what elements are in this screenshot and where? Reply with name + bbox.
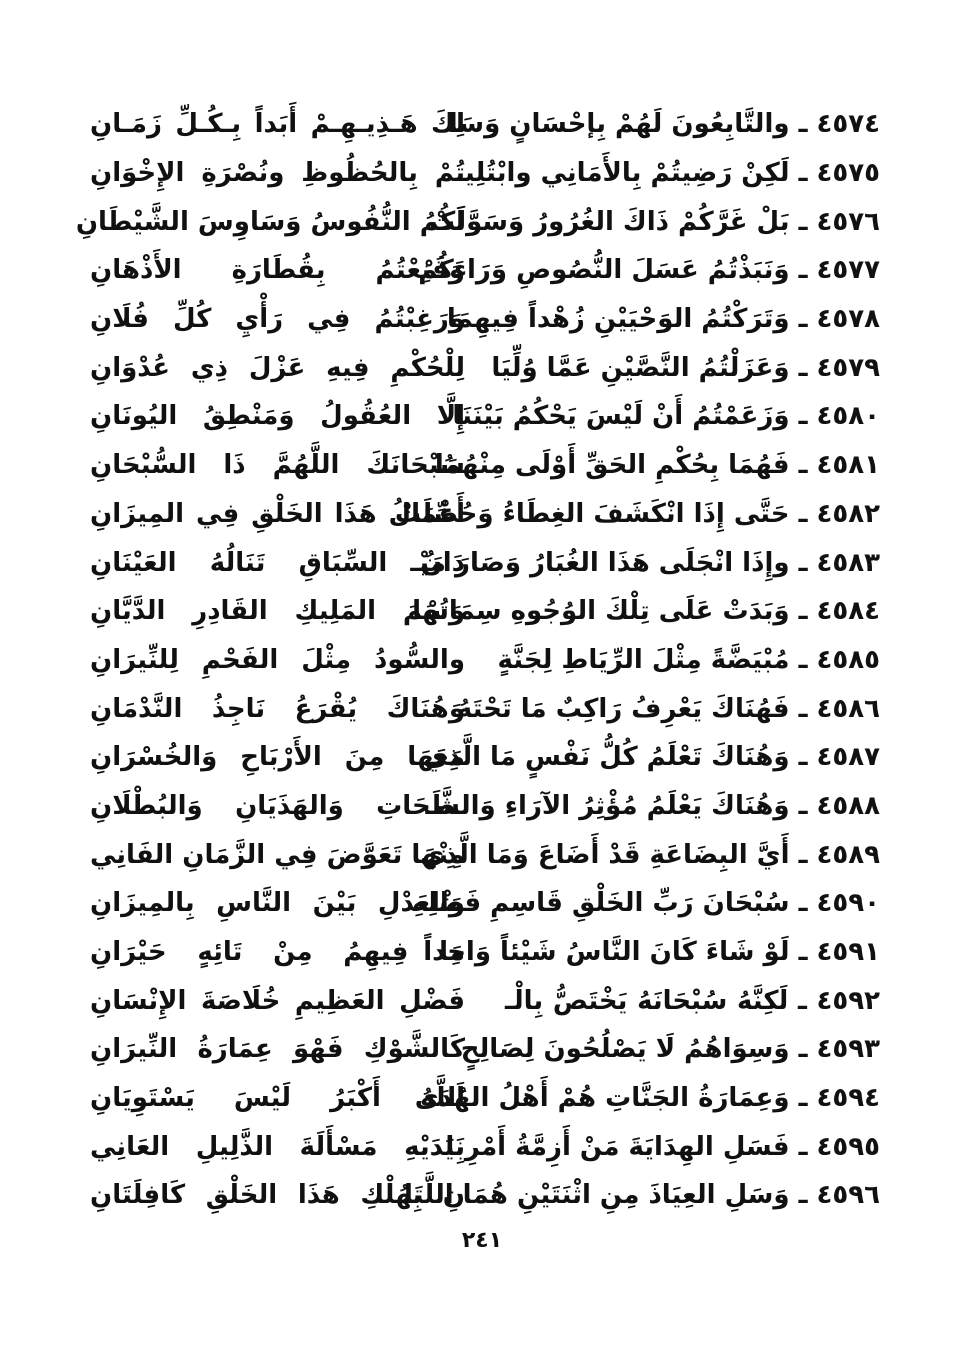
verse-row bbox=[90, 246, 880, 295]
verse-second-hemistich: وَسْمَ المَلِيكِ القَادِرِ الدَّيَّانِ bbox=[90, 596, 465, 627]
verse-first-hemistich: ٤٥٧٥ ـ لَكِنْ رَضِيتُمْ بِالأَمَانِي وابْتُلِيـ bbox=[456, 158, 880, 189]
poem-verses bbox=[75, 100, 880, 1220]
verse-second-hemistich: وَالعَدْلِ بَيْنَ النَّاسِ بِالمِيزَانِ bbox=[90, 888, 465, 919]
verse-row bbox=[90, 1171, 880, 1220]
verse-row bbox=[90, 879, 880, 928]
verse-row bbox=[90, 490, 880, 539]
verse-second-hemistich: فَضْلِ العَظِيمِ خُلَاصَةَ الإِنْسَانِ bbox=[90, 985, 465, 1016]
verse-second-hemistich: والسُّودُ مِثْلَ الفَحْمِ لِلنِّيرَانِ bbox=[90, 644, 465, 675]
verse-second-hemistich: لِلْحُكْمِ فِيهِ عَزْلَ ذِي عُدْوَانِ bbox=[90, 352, 465, 383]
verse-first-hemistich: ٤٥٧٦ ـ بَلْ غَرَّكُمْ ذَاكَ الغُرُورُ وَسَوَّلَتْ bbox=[428, 206, 880, 237]
verse-row bbox=[90, 684, 880, 733]
verse-row bbox=[90, 1122, 880, 1171]
verse-first-hemistich: ٤٥٨٦ ـ فَهُنَاكَ يَعْرِفُ رَاكِبٌ مَا تَحْتَهُ bbox=[456, 693, 880, 724]
verse-row bbox=[75, 197, 880, 246]
verse-second-hemistich: أَعْمَالُ هَذَا الخَلْقِ فِي المِيزَانِ bbox=[90, 498, 465, 529]
verse-row bbox=[90, 636, 880, 685]
verse-first-hemistich: ٤٥٨٥ ـ مُبْيَضَّةً مِثْلَ الرِّيَاطِ لِجَنَّةٍ bbox=[497, 644, 880, 675]
verse-row bbox=[90, 295, 880, 344]
verse-first-hemistich: ٤٥٨٨ ـ وَهُنَاكَ يَعْلَمُ مُؤْثِرُ الآرَاءِ وَالشَّـ bbox=[425, 790, 880, 821]
verse-second-hemistich: نِ بِهُلْكِ هَذَا الخَلْقِ كَافِلَتَانِ bbox=[90, 1180, 465, 1211]
verse-second-hemistich: تُمْ بِالحُظُوظِ ونُصْرَةِ الإِخْوَانِ bbox=[90, 158, 465, 189]
verse-second-hemistich: وَرَغِبْتُمُ فِي رَأْيِ كُلِّ فُلَانِ bbox=[90, 304, 465, 335]
verse-first-hemistich: ٤٥٧٩ ـ وَعَزَلْتُمُ النَّصَّيْنِ عَمَّا وُلِّيَا bbox=[491, 352, 880, 383]
verse-row bbox=[90, 1025, 880, 1074]
verse-first-hemistich: ٤٥٩٢ ـ لَكِنَّهُ سُبْحَانَهُ يَخْتَصُّ بِالْـ bbox=[505, 985, 880, 1016]
verse-first-hemistich: ٤٥٧٨ ـ وَتَرَكْتُمُ الوَحْيَيْنِ زُهْداً فِيهِمَا bbox=[446, 304, 880, 335]
verse-second-hemistich: دَانُ السِّبَاقِ تَنَالُهُ العَيْنَانِ bbox=[90, 547, 465, 578]
verse-second-hemistich: وَقَنِعْتُمُ بِقُطَارَةِ الأَذْهَانِ bbox=[90, 255, 465, 286]
verse-second-hemistich: لَكُمُ النُّفُوسُ وَسَاوِسَ الشَّيْطَانِ bbox=[75, 206, 465, 237]
verse-second-hemistich: لِكَ هَـذِيـهِـمْ أَبَداً بِـكُـلِّ زَمَـانِ bbox=[90, 109, 465, 140]
verse-row bbox=[90, 392, 880, 441]
verse-first-hemistich: ٤٥٧٤ ـ والتَّابِعُونَ لَهُمْ بِإحْسَانٍ وَسَا bbox=[448, 109, 880, 140]
verse-first-hemistich: ٤٥٨١ ـ فَهُمَا بِحُكْمِ الحَقِّ أَوْلَى مِنْهُمَا bbox=[434, 450, 880, 481]
verse-row bbox=[90, 149, 880, 198]
verse-first-hemistich: ٤٥٨٣ ـ وإِذَا انْجَلَى هَذَا الغُبَارُ وَصَارَ مَيْـ bbox=[410, 547, 880, 578]
verse-second-hemistich: وَهُنَاكَ يُقْرَعُ نَاجِذُ النَّدْمَانِ bbox=[90, 693, 465, 724]
verse-second-hemistich: مَعَهَا مِنَ الأَرْبَاحِ وَالخُسْرَانِ bbox=[90, 742, 465, 773]
verse-second-hemistich: بِيَدَيْهِ مَسْأَلَةَ الذَّلِيلِ العَانِي bbox=[90, 1131, 465, 1162]
verse-row bbox=[90, 830, 880, 879]
verse-second-hemistich: كَالشَّوْكِ فَهْوَ عِمَارَةُ النِّيرَانِ bbox=[90, 1034, 465, 1065]
verse-first-hemistich: ٤٥٩٦ ـ وَسَلِ العِيَاذَ مِنِ اثْنَتَيْنِ هُمَا اللَّتَا bbox=[403, 1180, 880, 1211]
verse-first-hemistich: ٤٥٨٢ ـ حَتَّى إِذَا انْكَشَفَ الغِطَاءُ وَحُصِّلَتْ bbox=[394, 498, 880, 529]
verse-row bbox=[90, 343, 880, 392]
verse-first-hemistich: ٤٥٩١ ـ لَوْ شَاءَ كَانَ النَّاسُ شَيْئاً وَاحِداً bbox=[423, 937, 880, 968]
verse-row bbox=[90, 782, 880, 831]
verse-first-hemistich: ٤٥٨٠ ـ وَزَعَمْتُمُ أَنْ لَيْسَ يَحْكُمُ بَيْنَنَا bbox=[452, 401, 880, 432]
verse-row bbox=[90, 733, 880, 782]
verse-first-hemistich: ٤٥٧٧ ـ وَنَبَذْتُمُ عَسَلَ النُّصُوصِ وَرَاءَكُمْ bbox=[418, 255, 880, 286]
verse-first-hemistich: ٤٥٩٠ ـ سُبْحَانَ رَبِّ الخَلْقِ قَاسِمِ فَضْلِهِ bbox=[412, 888, 880, 919]
verse-first-hemistich: ٤٥٩٥ ـ فَسَلِ الهِدَايَةَ مَنْ أَزِمَّةُ أَمْرِنَا bbox=[445, 1131, 880, 1162]
page-number: ٢٤١ bbox=[461, 1228, 503, 1253]
verse-second-hemistich: سُبْحَانَكَ اللَّهُمَّ ذَا السُّبْحَانِ bbox=[90, 450, 465, 481]
verse-row bbox=[90, 1074, 880, 1123]
verse-second-hemistich: ـطَحَاتِ وَالهَذَيَانِ وَالبُطْلَانِ bbox=[90, 790, 465, 821]
verse-second-hemistich: اَللَّهُ أَكْبَرُ لَيْسَ يَسْتَوِيَانِ bbox=[90, 1083, 465, 1114]
verse-first-hemistich: ٤٥٨٤ ـ وَبَدَتْ عَلَى تِلْكَ الوُجُوهِ سِمَاتُهَا bbox=[412, 596, 880, 627]
verse-row bbox=[90, 100, 880, 149]
verse-row bbox=[90, 441, 880, 490]
verse-row bbox=[90, 587, 880, 636]
verse-first-hemistich: ٤٥٩٤ ـ وَعِمَارَةُ الجَنَّاتِ هُمْ أَهْلُ الهُدَى bbox=[414, 1083, 880, 1114]
verse-first-hemistich: ٤٥٨٩ ـ أَيَّ البِضَاعَةِ قَدْ أَضَاعَ وَمَا الَّذِي bbox=[420, 839, 880, 870]
verse-second-hemistich: إِلَّا العُقُولُ وَمَنْطِقُ اليُونَانِ bbox=[90, 401, 465, 432]
verse-row bbox=[90, 538, 880, 587]
verse-first-hemistich: ٤٥٨٧ ـ وَهُنَاكَ تَعْلَمُ كُلُّ نَفْسٍ مَا الَّذِي bbox=[423, 742, 880, 773]
verse-row bbox=[90, 928, 880, 977]
verse-second-hemistich: مَا فِيهِمُ مِنْ تَائِهٍ حَيْرَانِ bbox=[90, 937, 465, 968]
verse-first-hemistich: ٤٥٩٣ ـ وَسِوَاهُمُ لَا يَصْلُحُونَ لِصَالِحٍ bbox=[460, 1034, 880, 1065]
verse-row bbox=[90, 976, 880, 1025]
verse-second-hemistich: مِنْهَا تَعَوَّضَ فِي الزَّمَانِ الفَانِي bbox=[89, 839, 465, 870]
